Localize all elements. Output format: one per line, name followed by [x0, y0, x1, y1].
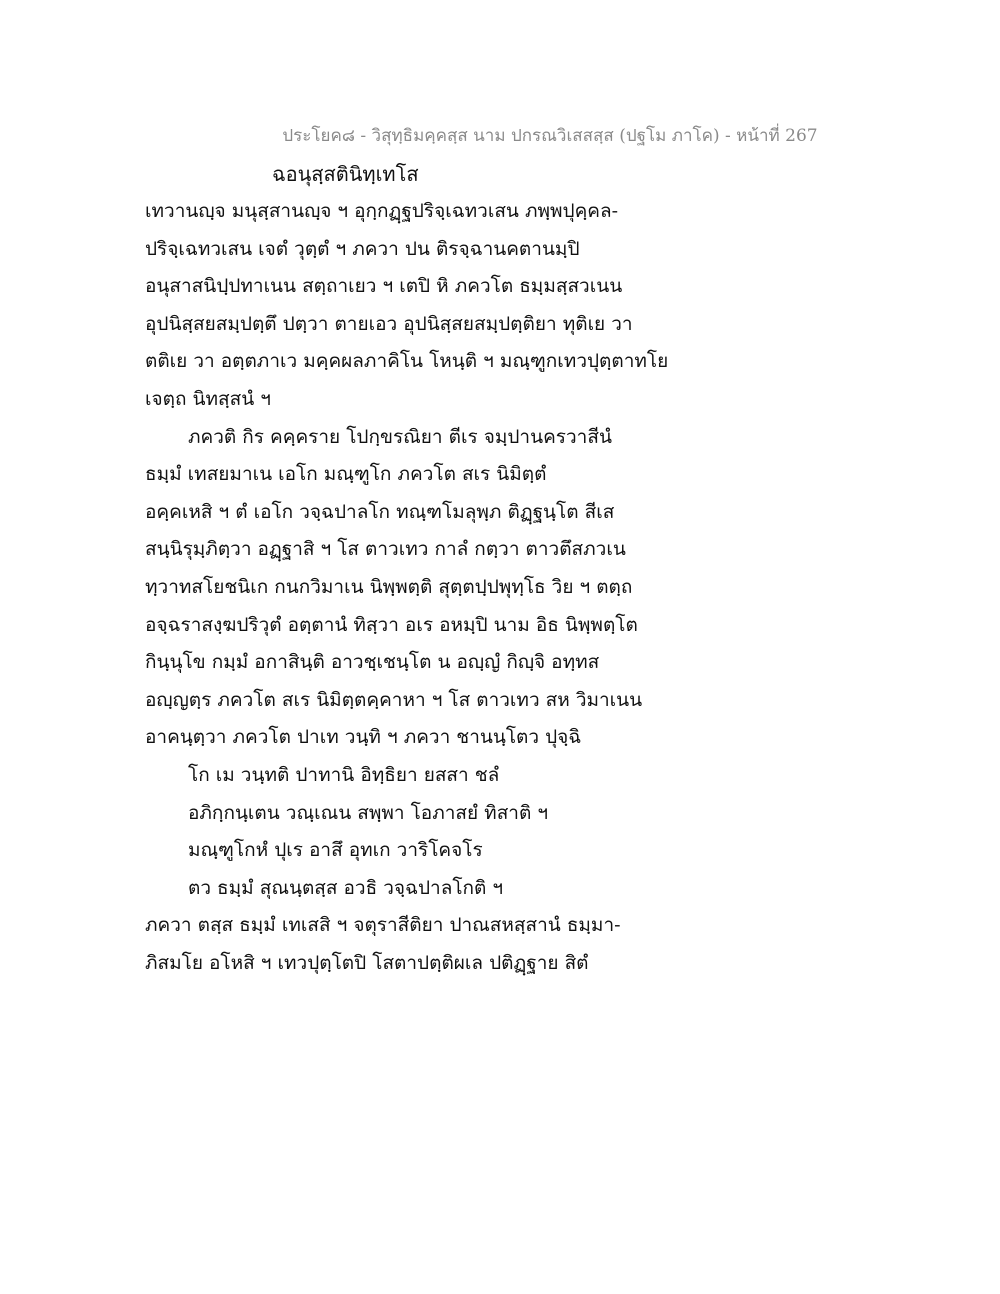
text-line: อุปนิสฺสยสมฺปตฺตึ ปตฺวา ตายเอว อุปนิสฺสยสมฺปตฺติยา ทุติเย วา: [145, 312, 633, 335]
text-line: ตติเย วา อตฺตภาเว มคฺคผลภาคิโน โหนฺติ ฯ มณฺฑูกเทวปุตฺตาทโย: [145, 350, 669, 373]
text-line: ภิสมโย อโหสิ ฯ เทวปุตฺโตปิ โสตาปตฺติผเล ปติฏฺฐาย สิตํ: [145, 951, 589, 974]
text-line: อญฺญตฺร ภควโต สเร นิมิตฺตคฺคาหา ฯ โส ตาวเทว สห วิมาเนน: [145, 688, 643, 711]
text-line: ปริจฺเฉทวเสน เจตํ วุตฺตํ ฯ ภควา ปน ติรจฺฉานคตานมฺปิ: [145, 237, 580, 260]
verse-line: โก เม วนฺทติ ปาทานิ อิทฺธิยา ยสสา ชลํ: [188, 763, 500, 786]
text-line: อคฺคเหสิ ฯ ตํ เอโก วจฺฉปาลโก ทณฺฑโมลุพฺภ ติฏฺฐนฺโต สีเส: [145, 500, 615, 523]
text-line: สนฺนิรุมฺภิตฺวา อฏฺฐาสิ ฯ โส ตาวเทว กาลํ กตฺวา ตาวตึสภวเน: [145, 538, 626, 561]
verse-line: ตว ธมฺมํ สุณนฺตสฺส อวธิ วจฺฉปาลโกติ ฯ: [188, 876, 504, 899]
text-line: เจตฺถ นิทสฺสนํ ฯ: [145, 387, 271, 410]
verse-line: อภิกฺกนฺเตน วณฺเณน สพฺพา โอภาสยํ ทิสาติ ฯ: [188, 801, 549, 824]
text-line: อาคนฺตฺวา ภควโต ปาเท วนฺทิ ฯ ภควา ชานนฺโตว ปุจฺฉิ: [145, 726, 582, 749]
text-line: เทวานญฺจ มนุสฺสานญฺจ ฯ อุกฺกฏฺฐปริจฺเฉทวเสน ภพฺพปุคฺคล-: [145, 200, 619, 222]
text-line: ทฺวาทสโยชนิเก กนกวิมาเน นิพฺพตฺติ สุตฺตปฺปพุทฺโธ วิย ฯ ตตฺถ: [145, 575, 633, 598]
paragraph-first-line: ภควติ กิร คคฺคราย โปกฺขรณิยา ตีเร จมฺปานครวาสีนํ: [188, 425, 612, 448]
text-line: อจฺฉราสงฺฆปริวุตํ อตฺตานํ ทิสฺวา อเร อหมฺปิ นาม อิธ นิพฺพตฺโต: [145, 613, 638, 636]
running-header: ประโยค๘ - วิสุทฺธิมคฺคสฺส นาม ปกรณวิเสสสฺส (ปฐโม ภาโค) - หน้าที่ 267: [282, 126, 818, 146]
section-title: ฉอนุสฺสตินิทฺเทโส: [272, 162, 419, 186]
body-text: [145, 193, 705, 982]
text-line: อนุสาสนิปฺปทาเนน สตฺถาเยว ฯ เตปิ หิ ภควโต ธมฺมสฺสวเนน: [145, 275, 623, 298]
text-line: ภควา ตสฺส ธมฺมํ เทเสสิ ฯ จตุราสีติยา ปาณสหสฺสานํ ธมฺมา-: [145, 914, 621, 937]
verse-line: มณฺฑูโกหํ ปุเร อาสึ อุทเก วาริโคจโร: [188, 839, 483, 862]
text-line: กินฺนุโข กมฺมํ อกาสินฺติ อาวชฺเชนฺโต น อญฺญํ กิญฺจิ อทฺทส: [145, 651, 600, 674]
text-line: ธมฺมํ เทสยมาเน เอโก มณฺฑูโก ภควโต สเร นิมิตฺตํ: [145, 463, 547, 486]
